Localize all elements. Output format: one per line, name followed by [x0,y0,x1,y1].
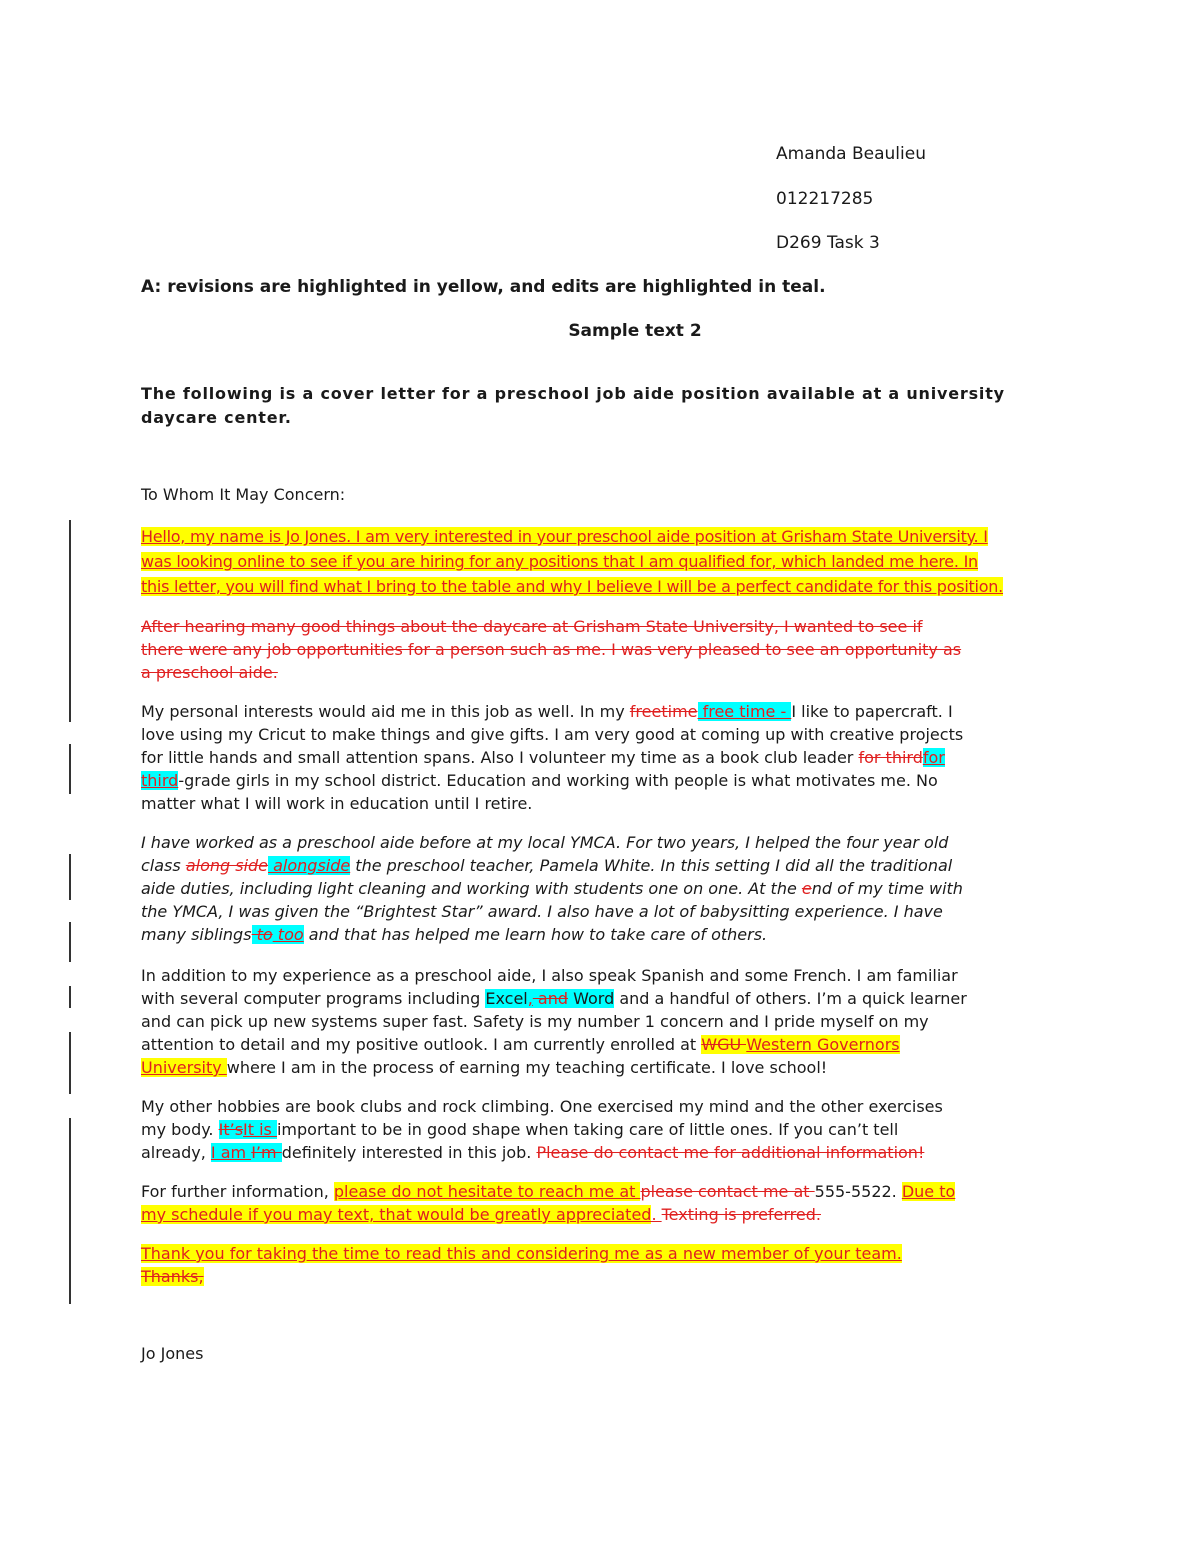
text-run: nd of my time with [811,879,963,898]
text-run: class [141,856,186,875]
text-run: love using my Cricut to make things and give gifts. I am very good at coming up with creative projects [141,725,964,744]
signature: Jo Jones [141,1344,204,1363]
author-name: Amanda Beaulieu [776,144,926,164]
deleted-text: along side [185,856,269,875]
deleted-text: please contact me at [640,1182,815,1201]
edited-text: Excel [485,989,528,1008]
paragraph-4 [141,831,1071,946]
inserted-text: this letter, you will find what I bring to the table and why I believe I will be a perfect candidate for this position. [141,577,1004,596]
deleted-text: Please do contact me for additional information! [536,1143,925,1162]
intro-text: The following is a cover letter for a preschool job aide position available at a university daycare center. [141,384,1005,427]
paragraph-8 [141,1242,1071,1288]
deleted-text: for third [858,748,923,767]
inserted-text: was looking online to see if you are hiring for any positions that I am qualified for, which landed me here. In [141,552,978,571]
change-bar [69,986,71,1008]
text-run: attention to detail and my positive outlook. I am currently enrolled at [141,1035,702,1054]
text-run: -grade girls in my school district. Education and working with people is what motivates me. No [178,771,938,790]
deleted-text: a preschool aide. [141,663,278,682]
inserted-text: third [141,771,179,790]
text-run: 555-5522. [814,1182,902,1201]
inserted-text: Due to [901,1182,956,1201]
change-bar [69,1118,71,1304]
deleted-text: I’m [251,1143,282,1162]
edited-text: Word [568,989,615,1008]
text-run: and a handful of others. I’m a quick learner [614,989,967,1008]
inserted-text: alongside [268,856,351,875]
text-run: I like to papercraft. I [791,702,953,721]
text-run: and that has helped me learn how to take care of others. [303,925,768,944]
change-bar [69,922,71,962]
deleted-text: WGU [701,1035,747,1054]
deleted-text: freetime [629,702,698,721]
text-run: I have worked as a preschool aide before at my local YMCA. For two years, I helped the four year old [141,833,949,852]
paragraph-7 [141,1180,1071,1226]
salutation: To Whom It May Concern: [141,485,346,504]
inserted-text: please do not hesitate to reach me at [333,1182,641,1201]
paragraph-2 [141,615,1071,684]
deleted-text: Texting is preferred. [661,1205,821,1224]
text-run: definitely interested in this job. [281,1143,537,1162]
text-run: matter what I will work in education until I retire. [141,794,533,813]
text-run: aide duties, including light cleaning and working with students one on one. At the [141,879,802,898]
inserted-text: free time - [697,702,792,721]
deleted-text: It’s [218,1120,244,1139]
inserted-text: Thank you for taking the time to read this and considering me as a new member of your team. [141,1244,902,1263]
revision-note: A: revisions are highlighted in yellow, and edits are highlighted in teal. [141,277,826,297]
deleted-text: and [532,989,569,1008]
deleted-text: there were any job opportunities for a person such as me. I was very pleased to see an opportunity as [141,640,962,659]
paragraph-3 [141,700,1071,815]
inserted-text: for [922,748,945,767]
text-run: My other hobbies are book clubs and rock climbing. One exercised my mind and the other exercises [141,1097,943,1116]
inserted-text: Western Governors [746,1035,900,1054]
text-run: already, [141,1143,211,1162]
inserted-text: Hello, my name is Jo Jones. I am very interested in your preschool aide position at Grisham State University. I [141,527,988,546]
text-run: For further information, [141,1182,334,1201]
text-run: important to be in good shape when taking care of little ones. If you can’t tell [276,1120,899,1139]
task-label: D269 Task 3 [776,233,880,253]
deleted-text: to [251,925,273,944]
deleted-text: e [801,879,812,898]
student-id: 012217285 [776,189,874,209]
text-run: the preschool teacher, Pamela White. In this setting I did all the traditional [350,856,953,875]
change-bar [69,1032,71,1094]
text-run: the YMCA, I was given the “Brightest Star” award. I also have a lot of babysitting experience. I have [141,902,943,921]
inserted-text: too [272,925,304,944]
inserted-text: my schedule if you may text, that would be greatly appreciated [141,1205,652,1224]
change-bar [69,854,71,900]
text-run: my body. [141,1120,219,1139]
paragraph-6 [141,1095,1071,1164]
text-run: many siblings [141,925,252,944]
text-run: with several computer programs including [141,989,486,1008]
text-run: In addition to my experience as a preschool aide, I also speak Spanish and some French. I am familiar [141,966,958,985]
text-run: where I am in the process of earning my teaching certificate. I love school! [226,1058,828,1077]
text-run: for little hands and small attention spans. Also I volunteer my time as a book club leader [141,748,859,767]
deleted-text: Thanks, [141,1267,204,1286]
paragraph-5 [141,964,1071,1079]
inserted-text: I am [210,1143,252,1162]
inserted-text: , [527,989,533,1008]
page-title: Sample text 2 [568,321,702,341]
paragraph-1 [141,524,1071,599]
change-bar [69,744,71,794]
change-bar [69,520,71,722]
inserted-text: . [651,1205,662,1224]
text-run: My personal interests would aid me in this job as well. In my [141,702,630,721]
inserted-text: University [141,1058,227,1077]
deleted-text: After hearing many good things about the daycare at Grisham State University, I wanted to see if [141,617,923,636]
inserted-text: It is [243,1120,277,1139]
text-run: and can pick up new systems super fast. Safety is my number 1 concern and I pride myself on my [141,1012,929,1031]
